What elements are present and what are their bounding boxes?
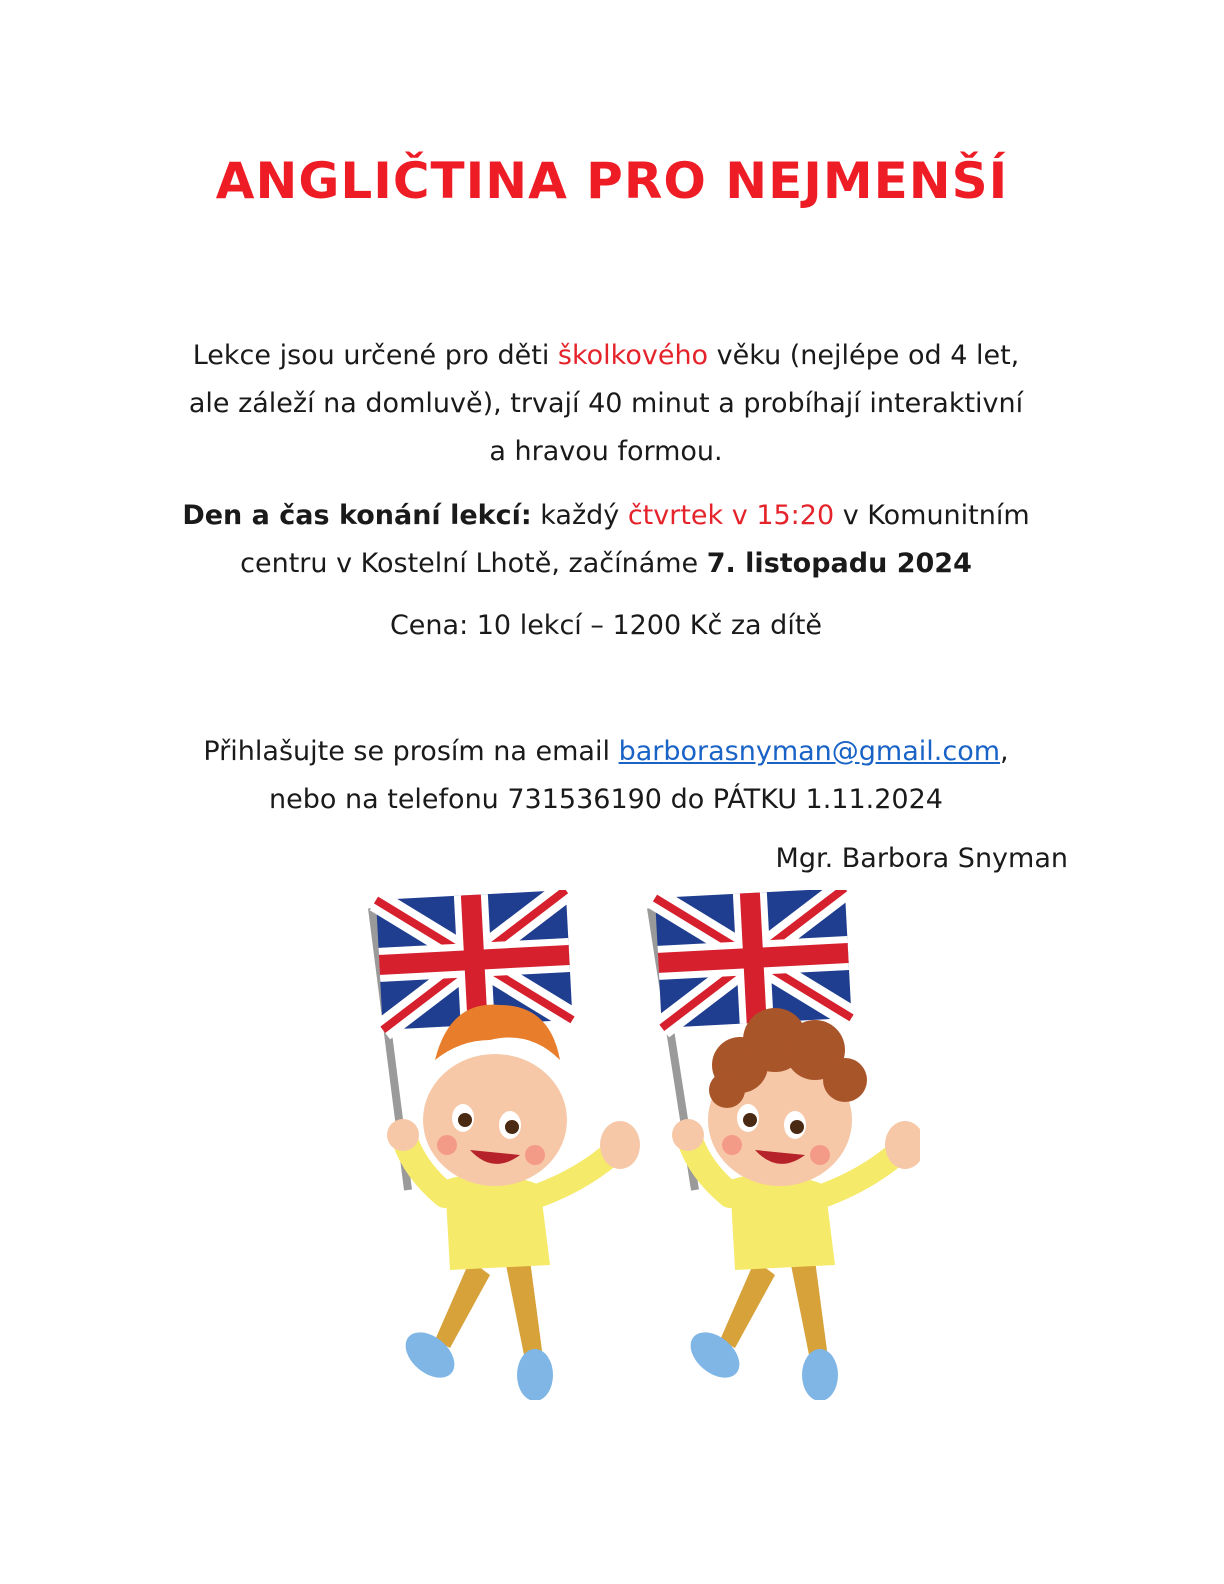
signature: Mgr. Barbora Snyman [775,843,1068,874]
intro-text: Lekce jsou určené pro děti [192,340,558,371]
child-with-flag-icon [651,890,920,1400]
intro-text-cont: věku (nejlépe od 4 let, [708,340,1020,371]
uk-flag-icon [655,890,852,1028]
intro-line-2: ale záleží na domluvě), trvají 40 minut a probíhají interaktivní [188,388,1024,419]
contact-text: Přihlašujte se prosím na email [203,736,619,767]
child-with-flag-icon [372,890,640,1400]
intro-line-1 [100,332,1112,380]
contact-line-1 [100,728,1112,776]
schedule-paragraph [100,492,1112,588]
start-date: 7. listopadu 2024 [706,548,972,579]
page-title: ANGLIČTINA PRO NEJMENŠÍ [215,152,1009,210]
price-line: Cena: 10 lekcí – 1200 Kč za dítě [389,610,823,641]
contact-comma: , [1000,736,1009,767]
intro-paragraph [100,332,1112,476]
contact-paragraph [100,728,1112,824]
intro-highlight: školkového [557,340,709,371]
schedule-line-2 [100,540,1112,588]
email-link[interactable]: barborasnyman@gmail.com [618,736,1001,767]
schedule-highlight: čtvrtek v 15:20 [627,500,835,531]
schedule-text: každý [531,500,628,531]
schedule-label: Den a čas konání lekcí: [182,500,532,531]
contact-line-2: nebo na telefonu 731536190 do PÁTKU 1.11.2024 [269,784,943,815]
schedule-line-1 [100,492,1112,540]
schedule-location: centru v Kostelní Lhotě, začínáme [240,548,707,579]
intro-line-3: a hravou formou. [489,436,723,467]
schedule-text-cont: v Komunitním [834,500,1030,531]
children-with-flags-illustration [360,890,920,1400]
